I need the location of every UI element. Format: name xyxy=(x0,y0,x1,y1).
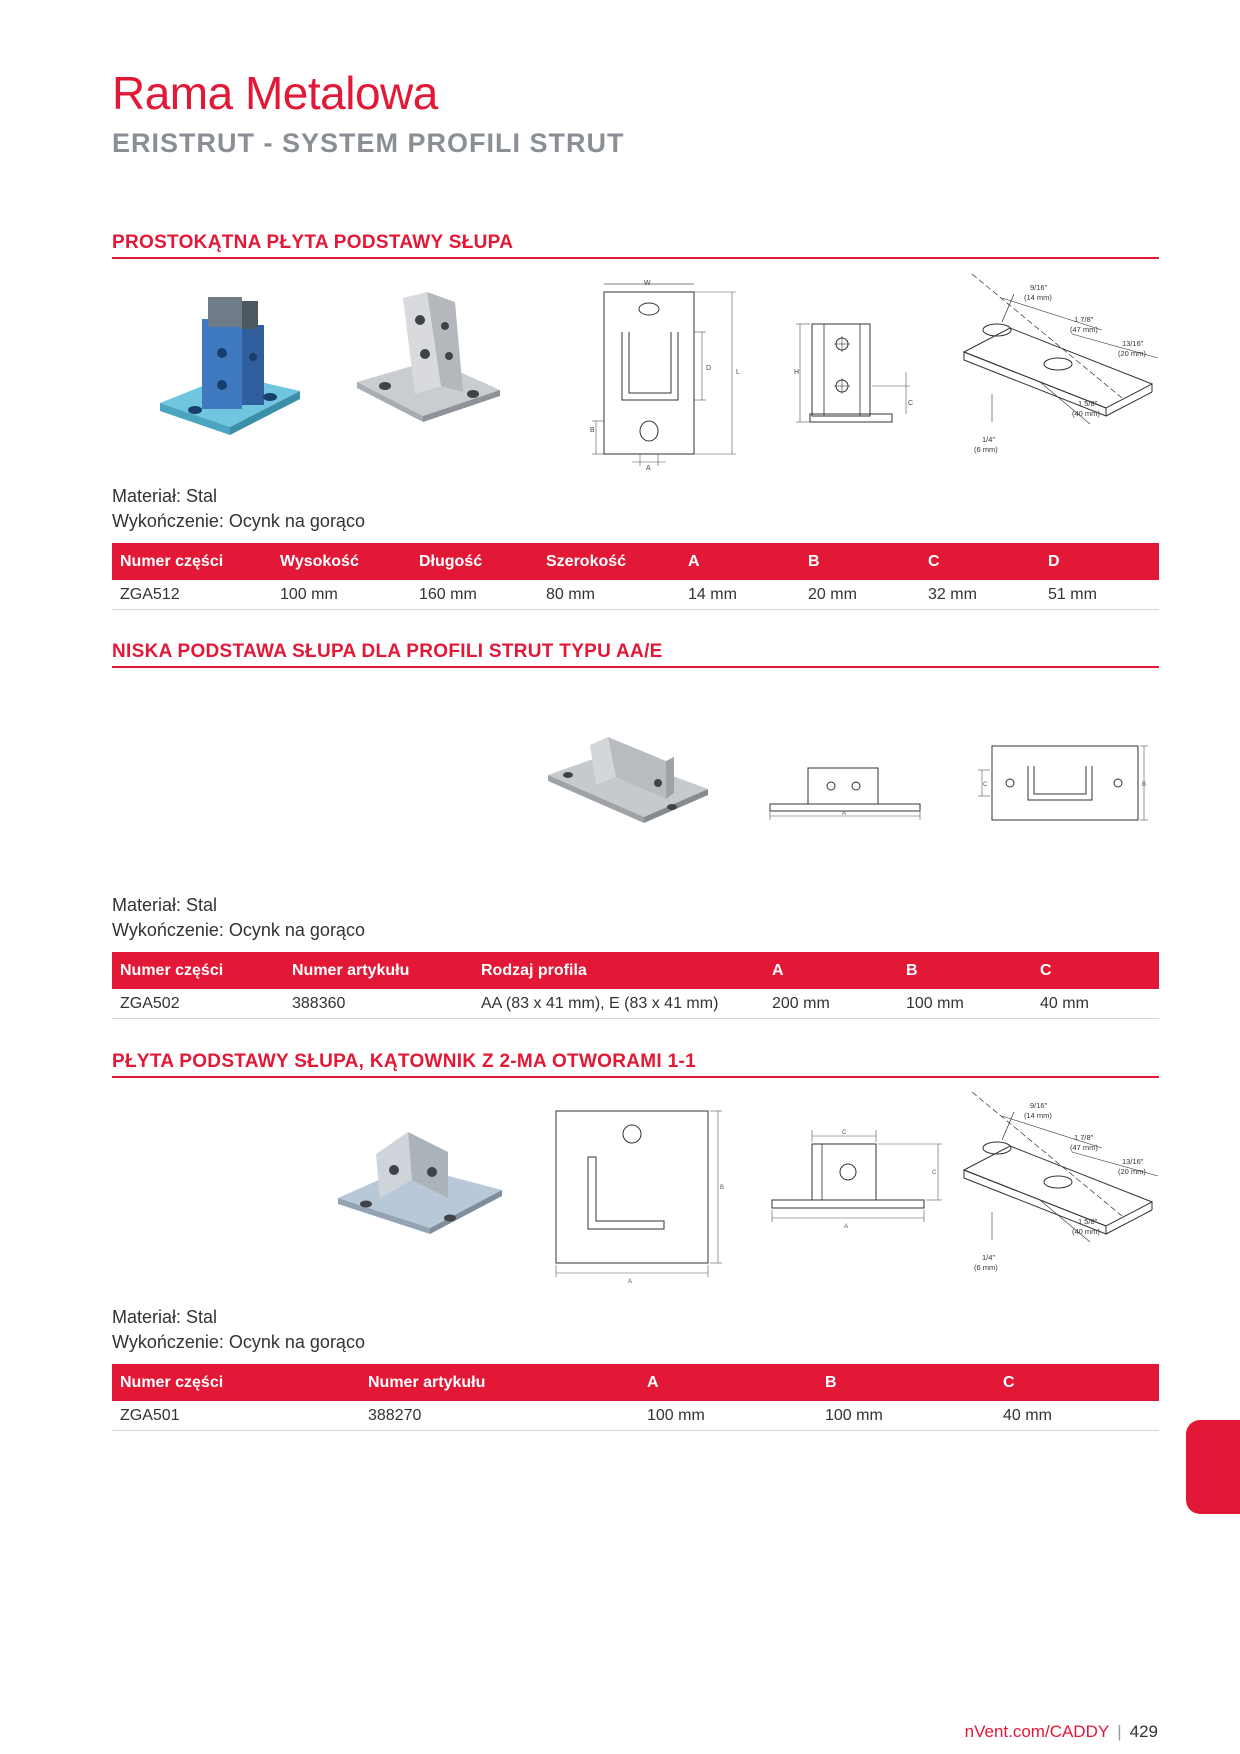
col-header: B xyxy=(825,1373,837,1391)
section-2-meta xyxy=(112,893,365,943)
col-header: Wysokość xyxy=(280,552,359,570)
label-spacing2-mm: (40 mm) xyxy=(1072,1227,1100,1236)
label-spacing1-mm: (47 mm) xyxy=(1070,325,1098,334)
table-cell: ZGA502 xyxy=(120,994,180,1012)
label-a: A xyxy=(628,1279,633,1285)
drawing-zga501-top-view xyxy=(550,1107,740,1287)
col-header: C xyxy=(1003,1373,1015,1391)
page-title: Rama Metalowa xyxy=(112,67,438,119)
material-text: Materiał: Stal xyxy=(112,895,218,915)
label-thick: 1/4" xyxy=(982,435,996,444)
label-l: L xyxy=(736,369,740,376)
label-spacing2: 1 5/8" xyxy=(1078,399,1098,408)
col-header: Numer artykułu xyxy=(292,961,410,979)
label-a: A xyxy=(842,811,847,817)
col-header: Numer części xyxy=(120,552,224,570)
table-cell: 40 mm xyxy=(1003,1406,1052,1424)
label-a: A xyxy=(646,465,651,471)
finish-text: Wykończenie: Ocynk na gorąco xyxy=(112,1332,365,1352)
table-cell: 388270 xyxy=(368,1406,422,1424)
label-w: W xyxy=(644,280,651,287)
table-cell: 388360 xyxy=(292,994,346,1012)
drawing-zga502-side-view xyxy=(766,762,926,822)
col-header: C xyxy=(928,552,940,570)
table-cell: 20 mm xyxy=(808,585,857,603)
section-heading-2: NISKA PODSTAWA SŁUPA DLA PROFILI STRUT TYPU AA/E xyxy=(112,641,1159,668)
label-edge: 13/16" xyxy=(1122,339,1144,348)
label-hole: 9/16" xyxy=(1030,283,1048,292)
product-photo-zga512-blue xyxy=(150,285,310,445)
chapter-side-tab xyxy=(1186,1420,1240,1514)
table-cell: 200 mm xyxy=(772,994,830,1012)
table-cell: 100 mm xyxy=(906,994,964,1012)
label-c-side: C xyxy=(932,1170,937,1176)
page-subtitle: ERISTRUT - SYSTEM PROFILI STRUT xyxy=(112,128,625,158)
col-header: Numer artykułu xyxy=(368,1373,486,1391)
label-spacing1: 1 7/8" xyxy=(1074,315,1094,324)
table-row xyxy=(112,580,1159,610)
table-header xyxy=(112,1364,1159,1401)
col-header: Długość xyxy=(419,552,483,570)
col-header: Rodzaj profila xyxy=(481,961,587,979)
label-b: B xyxy=(720,1185,725,1191)
label-thick-mm: (6 mm) xyxy=(974,445,998,454)
table-row xyxy=(112,1401,1159,1431)
label-h: H xyxy=(794,369,800,376)
col-header: A xyxy=(772,961,784,979)
footer-separator: | xyxy=(1117,1722,1122,1741)
product-photo-zga501 xyxy=(336,1128,506,1238)
table-cell: 80 mm xyxy=(546,585,595,603)
section-3-meta xyxy=(112,1305,365,1355)
table-zga502 xyxy=(112,952,1159,1019)
drawing-zga501-side-view xyxy=(766,1122,946,1232)
drawing-zga502-top-view xyxy=(970,740,1150,824)
table-cell: 100 mm xyxy=(647,1406,705,1424)
label-thick-mm: (6 mm) xyxy=(974,1263,998,1272)
label-spacing2-mm: (40 mm) xyxy=(1072,409,1100,418)
table-cell: AA (83 x 41 mm), E (83 x 41 mm) xyxy=(481,994,719,1012)
drawing-zga512-hole-detail xyxy=(962,272,1162,464)
col-header: C xyxy=(1040,961,1052,979)
label-edge: 13/16" xyxy=(1122,1157,1144,1166)
table-header xyxy=(112,952,1159,989)
col-header: B xyxy=(808,552,820,570)
table-cell: 100 mm xyxy=(825,1406,883,1424)
col-header: A xyxy=(688,552,700,570)
material-text: Materiał: Stal xyxy=(112,486,218,506)
material-text: Materiał: Stal xyxy=(112,1307,218,1327)
label-hole-mm: (14 mm) xyxy=(1024,1111,1052,1120)
table-cell: ZGA512 xyxy=(120,585,180,603)
table-cell: ZGA501 xyxy=(120,1406,180,1424)
col-header: Szerokość xyxy=(546,552,627,570)
drawing-zga501-hole-detail xyxy=(962,1092,1162,1282)
product-photo-zga512-galvanized xyxy=(355,290,505,450)
table-cell: 160 mm xyxy=(419,585,477,603)
section-heading-1: PROSTOKĄTNA PŁYTA PODSTAWY SŁUPA xyxy=(112,232,1159,259)
table-cell: 32 mm xyxy=(928,585,977,603)
section-heading-3: PŁYTA PODSTAWY SŁUPA, KĄTOWNIK Z 2-MA OTWORAMI 1-1 xyxy=(112,1051,1159,1078)
label-hole-mm: (14 mm) xyxy=(1024,293,1052,302)
label-b: B xyxy=(1142,782,1147,788)
label-thick: 1/4" xyxy=(982,1253,996,1262)
label-c: C xyxy=(908,400,914,407)
table-cell: 100 mm xyxy=(280,585,338,603)
finish-text: Wykończenie: Ocynk na gorąco xyxy=(112,920,365,940)
label-b: B xyxy=(590,427,595,434)
col-header: Numer części xyxy=(120,1373,224,1391)
label-edge-mm: (20 mm) xyxy=(1118,1167,1146,1176)
label-spacing1-mm: (47 mm) xyxy=(1070,1143,1098,1152)
table-zga512 xyxy=(112,543,1159,610)
label-hole: 9/16" xyxy=(1030,1101,1048,1110)
label-d: D xyxy=(706,365,712,372)
table-zga501 xyxy=(112,1364,1159,1431)
label-c-top: C xyxy=(842,1130,847,1136)
page-number: 429 xyxy=(1129,1722,1158,1741)
label-edge-mm: (20 mm) xyxy=(1118,349,1146,358)
drawing-zga512-side-view xyxy=(792,316,922,426)
section-1-meta xyxy=(112,484,365,534)
label-a: A xyxy=(844,1224,849,1230)
col-header: B xyxy=(906,961,918,979)
label-spacing2: 1 5/8" xyxy=(1078,1217,1098,1226)
drawing-zga512-top-view xyxy=(582,276,752,471)
page-footer xyxy=(965,1722,1158,1742)
table-cell: 51 mm xyxy=(1048,585,1097,603)
table-header xyxy=(112,543,1159,580)
col-header: D xyxy=(1048,552,1060,570)
footer-site-link[interactable]: nVent.com/CADDY xyxy=(964,1722,1110,1741)
table-cell: 40 mm xyxy=(1040,994,1089,1012)
product-photo-zga502 xyxy=(546,733,711,828)
table-row xyxy=(112,989,1159,1019)
table-cell: 14 mm xyxy=(688,585,737,603)
finish-text: Wykończenie: Ocynk na gorąco xyxy=(112,511,365,531)
label-spacing1: 1 7/8" xyxy=(1074,1133,1094,1142)
label-c: C xyxy=(983,782,988,788)
col-header: Numer części xyxy=(120,961,224,979)
col-header: A xyxy=(647,1373,659,1391)
